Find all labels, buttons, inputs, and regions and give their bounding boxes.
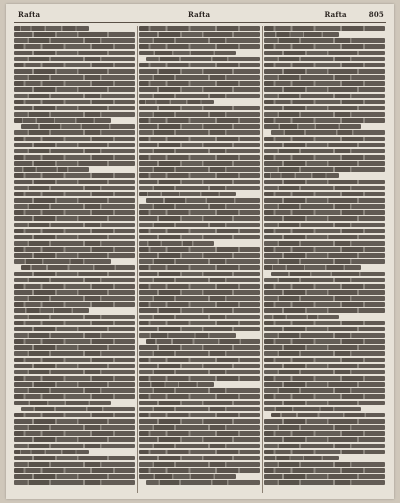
text-line [264,100,385,105]
text-line [139,44,260,49]
text-line [264,204,385,209]
text-line [14,321,135,326]
text-line [14,327,135,332]
text-line [14,382,135,387]
text-line [264,444,385,449]
text-line [139,265,260,270]
text-line [271,413,385,418]
text-line [264,149,385,154]
text-line [14,149,135,154]
column-right [264,26,385,493]
text-line [264,450,385,455]
text-line [264,425,385,430]
text-line [14,235,135,240]
text-line [139,321,260,326]
text-line [14,229,135,234]
text-line [264,247,385,252]
text-line [14,388,135,393]
text-line [139,474,236,479]
text-line [139,308,260,313]
text-line [139,186,260,191]
text-line [14,413,135,418]
text-line [271,272,385,277]
text-line [14,468,135,473]
text-line [264,382,385,387]
text-line [21,265,135,270]
text-line [264,284,385,289]
text-line [14,296,135,301]
text-line [264,308,385,313]
text-line [14,394,135,399]
text-line [14,75,135,80]
text-line [14,351,135,356]
text-line [14,444,135,449]
text-line [21,124,135,129]
text-line [14,425,135,430]
text-line [14,204,135,209]
text-line [139,26,260,31]
text-line [14,180,135,185]
text-line [139,161,260,166]
text-line [139,302,260,307]
text-line [264,419,385,424]
text-line [21,407,135,412]
text-line [139,155,260,160]
text-line [139,462,260,467]
text-line [14,308,89,313]
text-line [139,413,260,418]
text-line [264,57,385,62]
text-line [14,155,135,160]
text-line [264,124,361,129]
text-line [264,278,385,283]
text-line [139,468,260,473]
text-line [264,75,385,80]
text-line [139,241,214,246]
text-line [139,370,260,375]
text-line [14,94,135,99]
text-line [139,450,260,455]
text-line [264,339,385,344]
text-line [14,456,135,461]
text-line [139,327,260,332]
text-line [139,149,260,154]
text-line [264,26,385,31]
text-line [14,364,135,369]
text-line [14,167,89,172]
text-line [264,143,385,148]
text-line [139,272,260,277]
text-line [14,315,135,320]
text-line [264,474,385,479]
text-line [264,87,385,92]
text-line [264,370,385,375]
text-line [264,480,385,485]
text-line [14,192,135,197]
text-line [139,118,260,123]
header-rule [14,22,386,23]
text-line [139,223,260,228]
text-line [264,265,361,270]
text-line [14,130,135,135]
text-line [264,241,385,246]
text-line [264,364,385,369]
text-line [14,223,135,228]
text-line [264,388,385,393]
text-line [264,81,385,86]
text-line [264,431,385,436]
text-line [14,431,135,436]
text-line [14,173,135,178]
dictionary-page [6,4,394,499]
text-line [139,38,260,43]
text-line [139,124,260,129]
column-middle [139,26,260,493]
text-line [139,253,260,258]
text-line [139,229,260,234]
text-line [139,437,260,442]
text-line [14,143,135,148]
text-line [264,401,385,406]
text-line [14,38,135,43]
text-line [14,198,135,203]
text-line [139,204,260,209]
text-line [14,339,135,344]
text-line [139,87,260,92]
text-line [139,94,260,99]
text-line [139,345,260,350]
text-columns [14,26,386,493]
text-line [139,382,214,387]
text-line [146,480,260,485]
text-line [14,81,135,86]
text-line [14,376,135,381]
text-line [264,51,385,56]
text-line [139,388,260,393]
text-line [264,69,385,74]
text-line [14,32,135,37]
text-line [14,51,135,56]
text-line [14,419,135,424]
text-line [139,333,236,338]
text-line [139,444,260,449]
text-line [264,437,385,442]
text-line [271,130,385,135]
text-line [146,339,260,344]
text-line [14,106,135,111]
text-line [264,462,385,467]
text-line [14,345,135,350]
text-line [139,431,260,436]
text-line [264,290,385,295]
text-line [139,100,214,105]
text-line [14,401,111,406]
text-line [139,216,260,221]
column-divider [137,26,138,493]
text-line [264,351,385,356]
header-left-word: Rafta [18,10,41,19]
text-line [264,94,385,99]
text-line [139,210,260,215]
page-number: 805 [368,10,384,19]
text-line [264,167,385,172]
text-line [139,106,260,111]
text-line [264,333,385,338]
text-line [14,161,135,166]
header-right-group [324,10,384,19]
text-line [14,462,135,467]
text-line [14,44,135,49]
text-line [264,186,385,191]
text-line [264,468,385,473]
text-line [14,333,135,338]
text-line [14,100,135,105]
text-line [14,437,135,442]
text-line [264,32,339,37]
text-line [14,210,135,215]
text-line [264,394,385,399]
text-line [264,315,339,320]
text-line [139,235,260,240]
text-line [14,216,135,221]
text-line [139,167,260,172]
text-line [264,210,385,215]
text-line [139,278,260,283]
text-line [139,419,260,424]
text-line [139,247,260,252]
text-line [264,192,385,197]
column-left [14,26,135,493]
text-line [264,296,385,301]
text-line [14,57,135,62]
text-line [264,321,385,326]
text-line [14,370,135,375]
text-line [139,63,260,68]
text-line [139,351,260,356]
text-line [139,75,260,80]
text-line [14,290,135,295]
text-line [139,112,260,117]
text-line [139,364,260,369]
text-line [264,259,385,264]
text-line [264,161,385,166]
text-line [139,180,260,185]
text-line [14,26,89,31]
text-line [264,118,385,123]
text-line [14,302,135,307]
text-line [14,186,135,191]
text-line [146,198,260,203]
text-line [264,253,385,258]
text-line [264,407,361,412]
text-line [264,229,385,234]
text-line [139,394,260,399]
text-line [264,302,385,307]
text-line [139,81,260,86]
text-line [139,284,260,289]
text-line [264,173,339,178]
text-line [14,253,135,258]
text-line [264,223,385,228]
text-line [139,296,260,301]
text-line [264,456,339,461]
text-line [264,63,385,68]
text-line [14,474,135,479]
text-line [139,456,260,461]
text-line [139,290,260,295]
text-line [264,112,385,117]
text-line [14,63,135,68]
text-line [14,480,135,485]
text-line [14,69,135,74]
text-line [14,272,135,277]
text-line [264,180,385,185]
text-line [14,358,135,363]
text-line [139,130,260,135]
text-line [139,358,260,363]
text-line [14,247,135,252]
text-line [264,38,385,43]
text-line [14,112,135,117]
text-line [14,87,135,92]
text-line [139,401,260,406]
text-line [14,137,135,142]
text-line [264,327,385,332]
text-line [264,44,385,49]
text-line [139,259,260,264]
text-line [139,315,260,320]
text-line [139,32,260,37]
text-line [264,106,385,111]
text-line [14,259,111,264]
header-right-word: Rafta [324,10,347,19]
text-line [139,173,260,178]
text-line [139,425,260,430]
text-line [139,137,260,142]
text-line [139,143,260,148]
text-line [14,284,135,289]
text-line [14,118,111,123]
text-line [14,241,135,246]
text-line [264,358,385,363]
text-line [139,51,236,56]
text-line [139,192,236,197]
text-line [264,345,385,350]
text-line [264,216,385,221]
column-divider [262,26,263,493]
header-center-word: Rafta [188,10,211,19]
text-line [14,450,89,455]
text-line [264,198,385,203]
text-line [264,155,385,160]
text-line [139,69,260,74]
text-line [139,376,260,381]
text-line [146,57,260,62]
text-line [264,235,385,240]
text-line [14,278,135,283]
text-line [264,376,385,381]
text-line [264,137,385,142]
text-line [139,407,260,412]
